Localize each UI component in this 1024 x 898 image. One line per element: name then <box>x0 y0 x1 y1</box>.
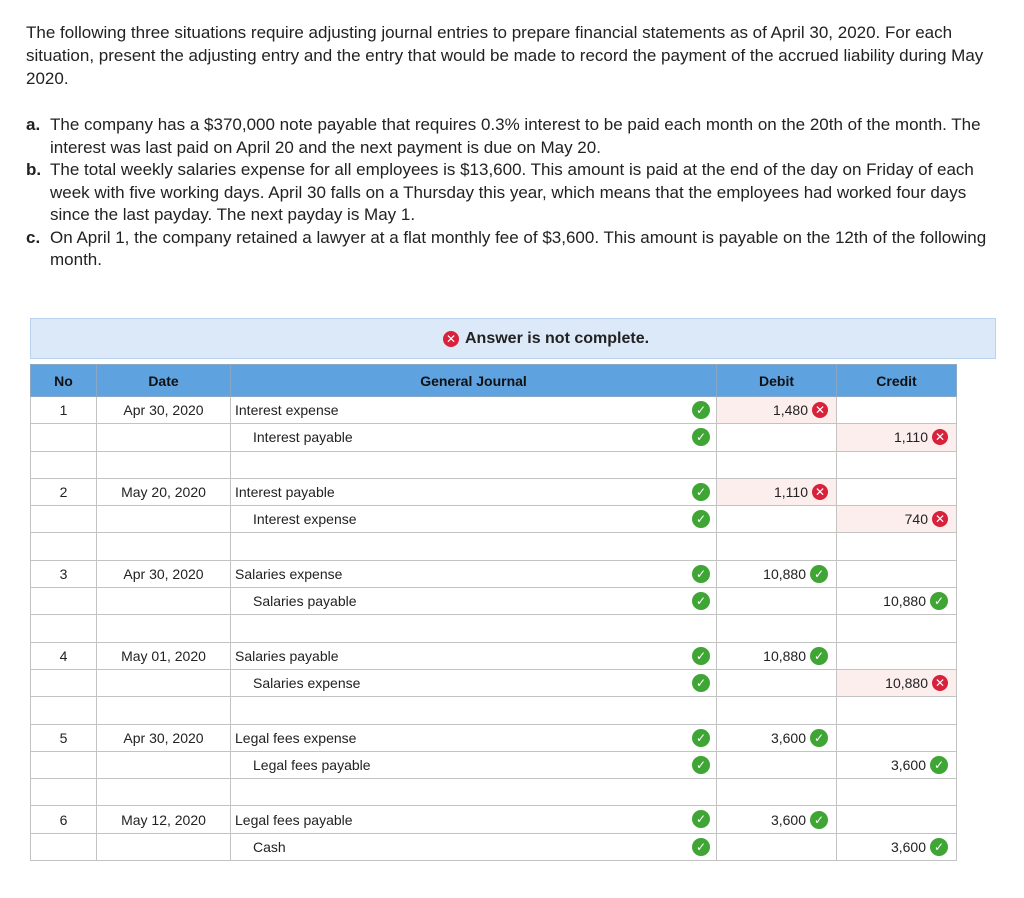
account-cell[interactable] <box>231 506 717 533</box>
check-circle-icon: ✓ <box>810 647 828 665</box>
account-cell-text: Cash <box>253 838 286 855</box>
check-circle-icon: ✓ <box>692 483 710 501</box>
entry-date-cell[interactable] <box>97 724 231 751</box>
journal-row-blank <box>31 451 957 478</box>
debit-amount-cell[interactable] <box>717 806 837 833</box>
blank-account-cell[interactable] <box>231 697 717 724</box>
situation-text: The total weekly salaries expense for all employees is $13,600. This amount is paid at the end of the day on Friday of each week with five working days. April 30 falls on a Thursday this year, which means that the employees had worked four days since the last payday. The next payday is May 1. <box>50 160 974 224</box>
blank-no-cell <box>31 779 97 806</box>
situation-letter: b. <box>26 160 42 179</box>
journal-row-debit <box>31 478 957 505</box>
check-circle-icon: ✓ <box>930 592 948 610</box>
check-circle-icon: ✓ <box>692 674 710 692</box>
situation-c <box>26 227 1001 272</box>
debit-amount: 3,600 <box>770 811 806 828</box>
account-cell[interactable] <box>231 806 717 833</box>
blank-credit-cell[interactable] <box>837 533 957 560</box>
account-cell-text: Interest expense <box>253 511 357 528</box>
debit-amount-cell[interactable] <box>717 478 837 505</box>
credit-amount-cell[interactable] <box>837 478 957 505</box>
credit-amount: 740 <box>904 511 928 528</box>
account-cell[interactable] <box>231 397 717 424</box>
account-cell[interactable] <box>231 833 717 860</box>
debit-amount-cell[interactable] <box>717 642 837 669</box>
entry-number-empty <box>31 751 97 778</box>
journal-row-credit <box>31 669 957 696</box>
journal-row-blank <box>31 697 957 724</box>
situation-text: On April 1, the company retained a lawyer at a flat monthly fee of $3,600. This amount is payable on the 12th of the following month. <box>50 227 987 269</box>
situation-letter: a. <box>26 115 41 134</box>
blank-credit-cell[interactable] <box>837 779 957 806</box>
blank-account-cell[interactable] <box>231 779 717 806</box>
account-cell-text: Salaries payable <box>253 593 357 610</box>
x-circle-icon: ✕ <box>932 429 948 445</box>
blank-credit-cell[interactable] <box>837 615 957 642</box>
credit-amount-cell[interactable] <box>837 424 957 451</box>
check-circle-icon: ✓ <box>692 428 710 446</box>
journal-row-debit <box>31 397 957 424</box>
entry-number <box>31 806 97 833</box>
credit-amount: 1,110 <box>894 429 928 446</box>
debit-amount-cell[interactable] <box>717 506 837 533</box>
entry-date-cell[interactable] <box>97 588 231 615</box>
entry-number-empty <box>31 588 97 615</box>
entry-date-cell[interactable] <box>97 397 231 424</box>
debit-amount: 3,600 <box>770 729 806 746</box>
credit-amount-cell[interactable] <box>837 642 957 669</box>
header-no: No <box>31 365 97 397</box>
journal-row-credit <box>31 424 957 451</box>
entry-date-cell-text: May 12, 2020 <box>121 811 206 828</box>
entry-number-empty <box>31 669 97 696</box>
blank-debit-cell[interactable] <box>717 697 837 724</box>
credit-amount: 3,600 <box>890 757 926 773</box>
debit-amount-cell[interactable] <box>717 833 837 860</box>
account-cell-text: Salaries expense <box>235 565 343 582</box>
blank-date-cell[interactable] <box>97 451 231 478</box>
credit-amount-cell[interactable] <box>837 588 957 615</box>
credit-amount-cell[interactable] <box>837 669 957 696</box>
x-circle-icon: ✕ <box>443 331 459 347</box>
credit-amount-cell[interactable] <box>837 724 957 751</box>
blank-date-cell[interactable] <box>97 615 231 642</box>
debit-amount-cell[interactable] <box>717 560 837 587</box>
account-cell[interactable] <box>231 478 717 505</box>
journal-row-blank <box>31 533 957 560</box>
entry-date-cell-text: Apr 30, 2020 <box>123 565 204 582</box>
header-date: Date <box>97 365 231 397</box>
check-circle-icon: ✓ <box>692 810 710 828</box>
blank-debit-cell[interactable] <box>717 533 837 560</box>
check-circle-icon: ✓ <box>810 811 828 829</box>
account-cell[interactable] <box>231 724 717 751</box>
credit-amount-cell[interactable] <box>837 833 957 860</box>
check-circle-icon: ✓ <box>692 401 710 419</box>
blank-date-cell[interactable] <box>97 697 231 724</box>
entry-number-empty <box>31 424 97 451</box>
debit-amount: 10,880 <box>763 647 806 664</box>
entry-date-cell-text: May 20, 2020 <box>121 484 206 501</box>
x-circle-icon: ✕ <box>932 675 948 691</box>
situation-b <box>26 159 1001 227</box>
entry-date-cell[interactable] <box>97 560 231 587</box>
account-cell-text: Legal fees payable <box>253 757 371 773</box>
header-debit: Debit <box>717 365 837 397</box>
entry-number-text: 1 <box>59 402 68 419</box>
blank-no-cell <box>31 697 97 724</box>
entry-date-cell[interactable] <box>97 806 231 833</box>
blank-date-cell[interactable] <box>97 779 231 806</box>
situation-text: The company has a $370,000 note payable that requires 0.3% interest to be paid each month on the 20th of the month. The interest was last paid on April 20 and the next payment is due on May 20. <box>50 115 981 157</box>
account-cell[interactable] <box>231 560 717 587</box>
blank-credit-cell[interactable] <box>837 451 957 478</box>
account-cell[interactable] <box>231 588 717 615</box>
entry-date-cell[interactable] <box>97 642 231 669</box>
entry-number-text: 2 <box>59 484 68 501</box>
account-cell-text: Interest payable <box>253 429 353 446</box>
journal-row-credit <box>31 833 957 860</box>
debit-amount-cell[interactable] <box>717 424 837 451</box>
journal-row-blank <box>31 779 957 806</box>
blank-debit-cell[interactable] <box>717 451 837 478</box>
journal-row-credit <box>31 506 957 533</box>
entry-date-cell[interactable] <box>97 478 231 505</box>
debit-amount: 10,880 <box>763 565 806 582</box>
debit-amount-cell[interactable] <box>717 669 837 696</box>
account-cell-text: Interest payable <box>235 484 335 501</box>
entry-date-cell[interactable] <box>97 669 231 696</box>
account-cell[interactable] <box>231 751 717 778</box>
account-cell-text: Salaries expense <box>253 675 361 692</box>
x-circle-icon: ✕ <box>812 402 828 418</box>
check-circle-icon: ✓ <box>810 729 828 747</box>
situation-a <box>26 114 1001 159</box>
blank-credit-cell[interactable] <box>837 697 957 724</box>
check-circle-icon: ✓ <box>930 838 948 856</box>
check-circle-icon: ✓ <box>692 756 710 774</box>
credit-amount-cell[interactable] <box>837 506 957 533</box>
account-cell[interactable] <box>231 424 717 451</box>
blank-account-cell[interactable] <box>231 533 717 560</box>
x-circle-icon: ✕ <box>812 484 828 500</box>
journal-row-debit <box>31 642 957 669</box>
entry-number <box>31 642 97 669</box>
blank-no-cell <box>31 451 97 478</box>
entry-number-text: 4 <box>59 647 68 664</box>
blank-no-cell <box>31 615 97 642</box>
debit-amount-cell[interactable] <box>717 751 837 778</box>
debit-amount: 1,480 <box>772 402 808 419</box>
check-circle-icon: ✓ <box>692 510 710 528</box>
check-circle-icon: ✓ <box>692 647 710 665</box>
credit-amount: 3,600 <box>890 838 926 855</box>
debit-amount: 1,110 <box>774 484 808 501</box>
entry-number <box>31 560 97 587</box>
entry-number <box>31 478 97 505</box>
answer-status-text: Answer is not complete. <box>465 330 650 347</box>
account-cell[interactable] <box>231 669 717 696</box>
x-circle-icon: ✕ <box>932 511 948 527</box>
blank-account-cell[interactable] <box>231 615 717 642</box>
entry-number-text: 3 <box>59 565 68 582</box>
credit-amount: 10,880 <box>885 675 928 692</box>
general-journal-table <box>30 364 957 861</box>
blank-debit-cell[interactable] <box>717 779 837 806</box>
entry-number-empty <box>31 833 97 860</box>
debit-amount-cell[interactable] <box>717 588 837 615</box>
journal-row-blank <box>31 615 957 642</box>
credit-amount-cell[interactable] <box>837 751 957 778</box>
header-general-journal: General Journal <box>231 365 717 397</box>
debit-amount-cell[interactable] <box>717 724 837 751</box>
entry-number-empty <box>31 506 97 533</box>
account-cell[interactable] <box>231 642 717 669</box>
credit-amount-cell[interactable] <box>837 397 957 424</box>
entry-date-cell-text: Apr 30, 2020 <box>123 402 204 419</box>
entry-number <box>31 724 97 751</box>
journal-row-credit <box>31 588 957 615</box>
entry-date-cell[interactable] <box>97 424 231 451</box>
check-circle-icon: ✓ <box>930 756 948 774</box>
answer-status-banner <box>30 318 996 359</box>
journal-row-debit <box>31 724 957 751</box>
entry-date-cell-text: Apr 30, 2020 <box>123 729 204 746</box>
credit-amount-cell[interactable] <box>837 560 957 587</box>
problem-intro: The following three situations require adjusting journal entries to prepare financial statements as of April 30, 2020. For each situation, present the adjusting entry and the entry that would be made to record the payment of the accrued liability during May 2020. <box>26 23 984 88</box>
blank-no-cell <box>31 533 97 560</box>
account-cell-text: Salaries payable <box>235 647 339 664</box>
check-circle-icon: ✓ <box>692 729 710 747</box>
account-cell-text: Interest expense <box>235 402 339 419</box>
situation-letter: c. <box>26 227 41 247</box>
entry-date-cell[interactable] <box>97 506 231 533</box>
check-circle-icon: ✓ <box>692 592 710 610</box>
check-circle-icon: ✓ <box>692 565 710 583</box>
blank-account-cell[interactable] <box>231 451 717 478</box>
table-header-row <box>31 365 957 397</box>
situations-list <box>26 114 1001 272</box>
credit-amount: 10,880 <box>883 593 926 610</box>
debit-amount-cell[interactable] <box>717 397 837 424</box>
account-cell-text: Legal fees payable <box>235 811 353 828</box>
blank-date-cell[interactable] <box>97 533 231 560</box>
header-credit: Credit <box>837 365 957 397</box>
journal-row-credit <box>31 751 957 778</box>
check-circle-icon: ✓ <box>692 838 710 856</box>
check-circle-icon: ✓ <box>810 565 828 583</box>
entry-number <box>31 397 97 424</box>
journal-row-debit <box>31 806 957 833</box>
blank-debit-cell[interactable] <box>717 615 837 642</box>
journal-row-debit <box>31 560 957 587</box>
entry-number-text: 5 <box>59 729 68 746</box>
credit-amount-cell[interactable] <box>837 806 957 833</box>
entry-date-cell[interactable] <box>97 751 231 778</box>
entry-date-cell-text: May 01, 2020 <box>121 647 206 664</box>
account-cell-text: Legal fees expense <box>235 729 357 746</box>
entry-date-cell[interactable] <box>97 833 231 860</box>
entry-number-text: 6 <box>59 811 68 828</box>
